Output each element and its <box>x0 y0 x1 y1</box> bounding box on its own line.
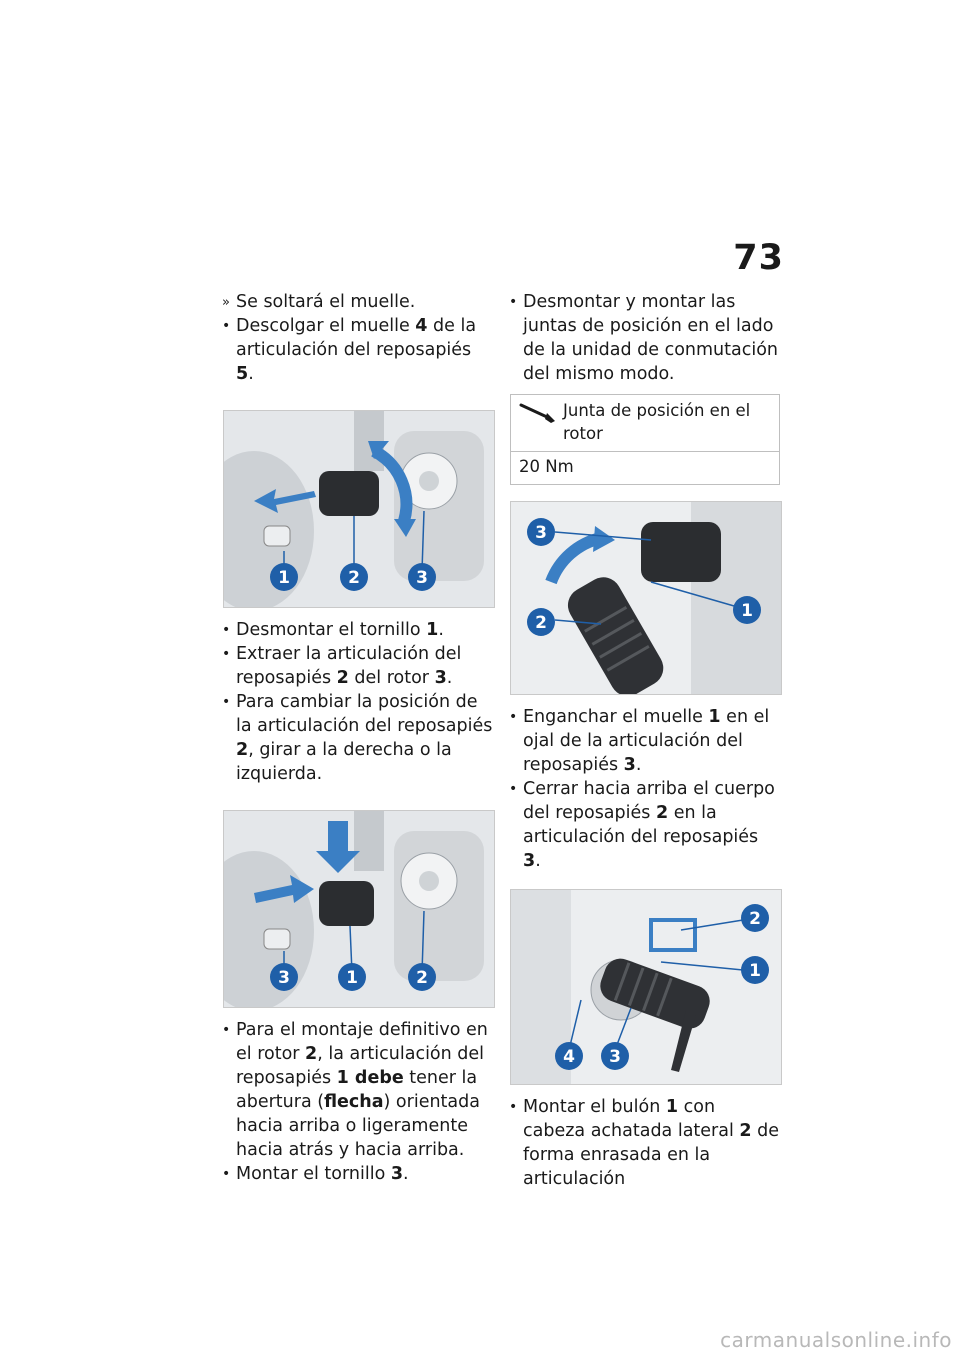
page-number: 73 <box>733 238 784 278</box>
callout-1: 1 <box>278 568 290 588</box>
callout-4: 4 <box>563 1047 575 1067</box>
step-extract-joint: • Extraer la articulación del reposapiés 2 del rotor 3. <box>222 644 462 688</box>
bullet-icon: • <box>222 694 231 710</box>
bullet-icon: • <box>222 646 231 662</box>
result-text: » Se soltará el muelle. <box>222 290 494 314</box>
step-final-mounting: • Para el montaje definitivo en el rotor 2, la articulación del reposapiés 1 debe tener la abertura (flecha) orientada hacia arriba o ligeramente hacia atrás y hacia arriba. <box>222 1020 488 1160</box>
torque-label: Junta de posición en el rotor <box>563 401 751 443</box>
callout-2: 2 <box>535 613 547 633</box>
callout-2: 2 <box>749 909 761 929</box>
torque-value: 20 Nm <box>519 457 574 476</box>
figure-footrest-mounting <box>223 810 495 1008</box>
result-chevron-icon: » <box>222 295 230 310</box>
bullet-icon: • <box>509 709 518 725</box>
step-remove-screw: • Desmontar el tornillo 1. <box>222 620 444 640</box>
callout-2: 2 <box>348 568 360 588</box>
callout-3: 3 <box>416 568 428 588</box>
bullet-icon: • <box>509 1099 518 1115</box>
callout-3: 3 <box>609 1047 621 1067</box>
watermark-footer: carmanualsonline.info <box>720 1328 952 1352</box>
callout-3: 3 <box>278 968 290 988</box>
bullet-icon: • <box>222 318 231 334</box>
bullet-icon: • <box>509 781 518 797</box>
right-column <box>509 290 781 1191</box>
step-position-seals: • Desmontar y montar las juntas de posición en el lado de la unidad de conmutación del mismo modo. <box>509 292 778 384</box>
step-change-position: • Para cambiar la posición de la articulación del reposapiés 2, girar a la derecha o la izquierda. <box>222 692 493 784</box>
bullet-icon: • <box>222 1022 231 1038</box>
bullet-icon: • <box>509 294 518 310</box>
callout-3: 3 <box>535 523 547 543</box>
bullet-icon: • <box>222 1166 231 1182</box>
bullet-icon: • <box>222 622 231 638</box>
step-mount-screw: • Montar el tornillo 3. <box>222 1164 409 1184</box>
step-unhook-spring: • Descolgar el muelle 4 de la articulación del reposapiés 5. <box>222 316 477 384</box>
callout-1: 1 <box>741 601 753 621</box>
step-mount-pin: • Montar el bulón 1 con cabeza achatada lateral 2 de forma enrasada en la articulación <box>509 1097 780 1189</box>
torque-spec-table <box>510 394 780 485</box>
wrench-icon <box>517 399 563 445</box>
step-hook-spring: • Enganchar el muelle 1 en el ojal de la articulación del reposapiés 3. <box>509 707 770 775</box>
callout-1: 1 <box>749 961 761 981</box>
callout-2: 2 <box>416 968 428 988</box>
left-column <box>222 290 494 1186</box>
step-close-body: • Cerrar hacia arriba el cuerpo del reposapiés 2 en la articulación del reposapiés 3. <box>509 779 775 871</box>
figure-pin-mounting <box>510 889 782 1085</box>
figure-spring-hook <box>510 501 782 695</box>
figure-footrest-removal <box>223 410 495 608</box>
callout-1: 1 <box>346 968 358 988</box>
